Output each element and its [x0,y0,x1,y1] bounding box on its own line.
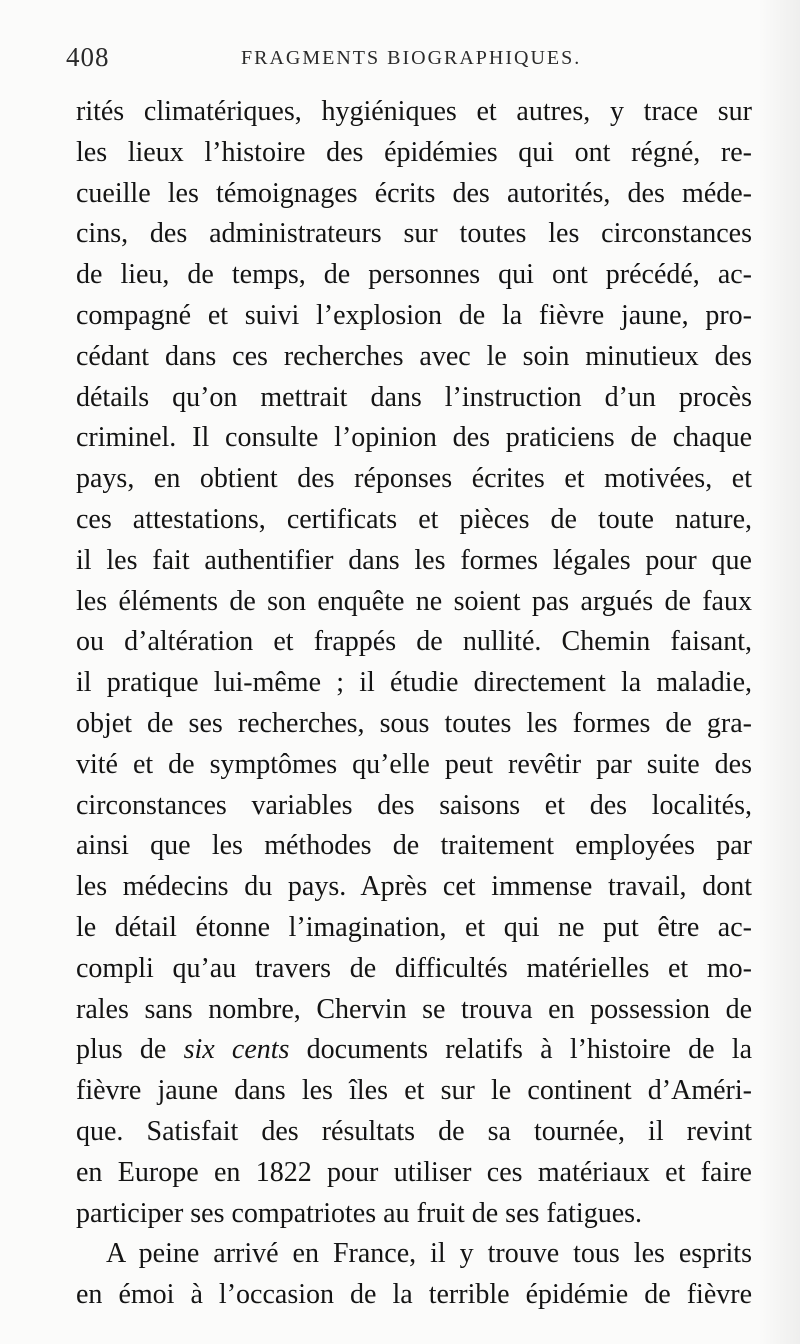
text-line: circonstances variables des saisons et des localités, [76,789,752,821]
page-edge-shadow [758,0,800,1344]
paragraph-end-line: participer ses compatriotes au fruit de ses fatigues. [76,1197,643,1229]
text-line: le détail étonne l’imagination, et qui ne put être ac- [76,911,752,943]
running-head: FRAGMENTS BIOGRAPHIQUES. [241,47,582,69]
text-line: rales sans nombre, Chervin se trouva en possession de [76,993,752,1025]
body-text [76,92,752,1316]
text-line: que. Satisfait des résultats de sa tournée, il revint [76,1115,752,1147]
text-line: rités climatériques, hygiéniques et autres, y trace sur [76,96,752,127]
text-line: détails qu’on mettrait dans l’instruction d’un procès [76,381,752,413]
text-line: les médecins du pays. Après cet immense travail, dont [76,871,752,903]
text-line: compagné et suivi l’explosion de la fièvre jaune, pro- [76,299,752,331]
text-segment: plus de [76,1034,184,1066]
text-line-with-italic [76,1030,752,1071]
text-segment: documents relatifs à l’histoire de la [289,1034,752,1066]
text-line: en émoi à l’occasion de la terrible épidémie de fièvre [76,1279,752,1311]
text-line: il les fait authentifier dans les formes légales pour que [76,544,752,576]
text-line: objet de ses recherches, sous toutes les formes de gra- [76,707,752,739]
page-header [66,42,756,82]
text-line: cueille les témoignages écrits des autorités, des méde- [76,177,752,209]
text-line: cins, des administrateurs sur toutes les circonstances [76,218,752,250]
paragraph-start-line: A peine arrivé en France, il y trouve tous les esprits [106,1238,752,1270]
text-line: vité et de symptômes qu’elle peut revêtir par suite des [76,748,752,780]
text-line: cédant dans ces recherches avec le soin minutieux des [76,340,752,372]
text-line: ces attestations, certificats et pièces de toute nature, [76,503,752,535]
text-line: compli qu’au travers de difficultés matérielles et mo- [76,952,752,984]
text-line: criminel. Il consulte l’opinion des praticiens de chaque [76,422,752,454]
text-line: ainsi que les méthodes de traitement employées par [76,830,752,862]
text-line: il pratique lui-même ; il étudie directement la maladie, [76,667,752,699]
text-line: ou d’altération et frappés de nullité. Chemin faisant, [76,626,752,658]
text-line: les lieux l’histoire des épidémies qui ont régné, re- [76,136,752,168]
text-line: les éléments de son enquête ne soient pas argués de faux [76,585,752,617]
italic-phrase: six cents [183,1034,290,1066]
text-line: pays, en obtient des réponses écrites et motivées, et [76,463,752,495]
text-line: fièvre jaune dans les îles et sur le continent d’Améri- [76,1075,752,1107]
page-number: 408 [66,42,110,72]
text-line: en Europe en 1822 pour utiliser ces matériaux et faire [76,1156,752,1188]
text-line: de lieu, de temps, de personnes qui ont précédé, ac- [76,259,752,291]
